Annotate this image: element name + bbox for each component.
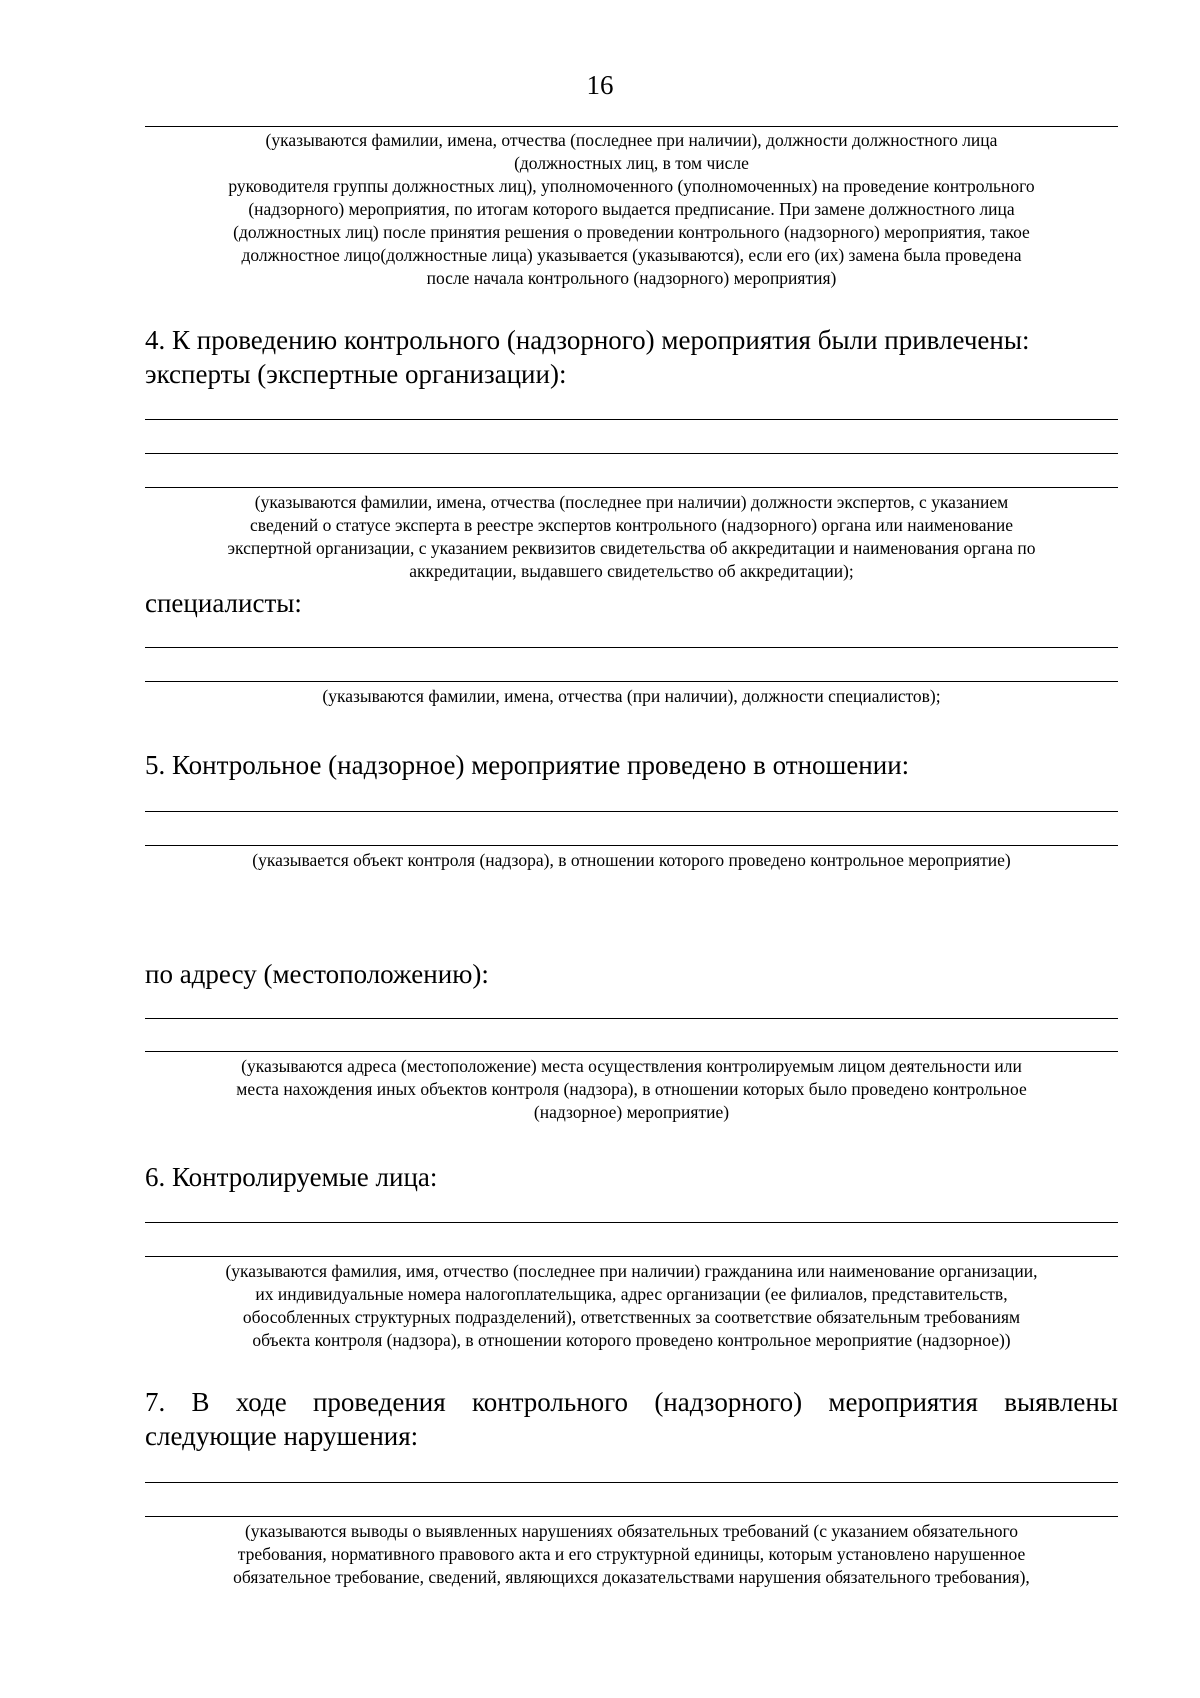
note-line: (надзорное) мероприятие) bbox=[533, 1102, 730, 1122]
fill-in-line bbox=[145, 1051, 1118, 1052]
note-line: (должностных лиц) после принятия решения о проведении контрольного (надзорного) мероприятия, такое bbox=[233, 222, 1030, 242]
fill-in-line bbox=[145, 1482, 1118, 1483]
officials-note bbox=[145, 129, 1118, 290]
note-line: после начала контрольного (надзорного) мероприятия) bbox=[426, 268, 837, 288]
fill-in-line bbox=[145, 845, 1118, 846]
note-line: требования, нормативного правового акта и его структурной единицы, которым установлено нарушенное bbox=[237, 1544, 1026, 1564]
fill-in-line bbox=[145, 419, 1118, 420]
fill-in-line bbox=[145, 453, 1118, 454]
controlled-persons-note bbox=[145, 1260, 1118, 1352]
note-line: (указываются адреса (местоположение) места осуществления контролируемым лицом деятельности или bbox=[241, 1056, 1022, 1076]
section-7-heading-line-1: 7. В ходе проведения контрольного (надзорного) мероприятия выявлены bbox=[145, 1387, 1118, 1417]
section-4-heading-line-2: эксперты (экспертные организации): bbox=[145, 359, 567, 389]
section-4-heading bbox=[145, 323, 1118, 391]
note-line: их индивидуальные номера налогоплательщика, адрес организации (ее филиалов, представительств, bbox=[255, 1284, 1008, 1304]
note-line: руководителя группы должностных лиц), уполномоченного (уполномоченных) на проведение контрольного bbox=[228, 176, 1035, 196]
address-note bbox=[145, 1055, 1118, 1124]
section-6-heading: 6. Контролируемые лица: bbox=[145, 1162, 438, 1192]
note-line: (должностных лиц, в том числе bbox=[514, 153, 749, 173]
note-line: (надзорного) мероприятия, по итогам которого выдается предписание. При замене должностного лица bbox=[248, 199, 1015, 219]
note-line: (указываются фамилии, имена, отчества (последнее при наличии) должности экспертов, с указанием bbox=[254, 492, 1009, 512]
note-line: обособленных структурных подразделений), ответственных за соответствие обязательным требованиям bbox=[242, 1307, 1021, 1327]
note-line: (указываются фамилия, имя, отчество (последнее при наличии) гражданина или наименование организации, bbox=[225, 1261, 1038, 1281]
note-line: места нахождения иных объектов контроля (надзора), в отношении которых было проведено контрольное bbox=[236, 1079, 1027, 1099]
object-note: (указывается объект контроля (надзора), в отношении которого проведено контрольное мероприятие) bbox=[252, 850, 1011, 870]
note-line: сведений о статусе эксперта в реестре экспертов контрольного (надзорного) органа или наименование bbox=[250, 515, 1013, 535]
specialists-note: (указываются фамилии, имена, отчества (при наличии), должности специалистов); bbox=[322, 686, 941, 706]
section-7-heading-line-2: следующие нарушения: bbox=[145, 1421, 419, 1451]
note-line: (указываются фамилии, имена, отчества (последнее при наличии), должности должностного лица bbox=[265, 130, 998, 150]
fill-in-line bbox=[145, 126, 1118, 127]
fill-in-line bbox=[145, 647, 1118, 648]
violations-note bbox=[145, 1520, 1118, 1589]
fill-in-line bbox=[145, 811, 1118, 812]
note-line: (указываются выводы о выявленных нарушениях обязательных требований (с указанием обязательного bbox=[244, 1521, 1019, 1541]
address-label: по адресу (местоположению): bbox=[145, 959, 489, 989]
section-5-heading: 5. Контрольное (надзорное) мероприятие проведено в отношении: bbox=[145, 750, 910, 780]
section-7-heading bbox=[145, 1385, 1118, 1453]
note-line: экспертной организации, с указанием реквизитов свидетельства об аккредитации и наименования органа по bbox=[227, 538, 1036, 558]
specialists-label: специалисты: bbox=[145, 588, 302, 618]
fill-in-line bbox=[145, 1018, 1118, 1019]
note-line: должностное лицо(должностные лица) указывается (указываются), если его (их) замена была проведена bbox=[241, 245, 1022, 265]
page-number: 16 bbox=[586, 70, 614, 100]
experts-note bbox=[145, 491, 1118, 583]
fill-in-line bbox=[145, 1256, 1118, 1257]
fill-in-line bbox=[145, 487, 1118, 488]
note-line: аккредитации, выдавшего свидетельство об аккредитации); bbox=[409, 561, 854, 581]
fill-in-line bbox=[145, 1222, 1118, 1223]
fill-in-line bbox=[145, 1516, 1118, 1517]
section-4-heading-line-1: 4. К проведению контрольного (надзорного) мероприятия были привлечены: bbox=[145, 325, 1030, 355]
note-line: обязательное требование, сведений, являющихся доказательствами нарушения обязательного требования), bbox=[233, 1567, 1030, 1587]
note-line: объекта контроля (надзора), в отношении которого проведено контрольное мероприятие (надзорное)) bbox=[252, 1330, 1011, 1350]
fill-in-line bbox=[145, 681, 1118, 682]
